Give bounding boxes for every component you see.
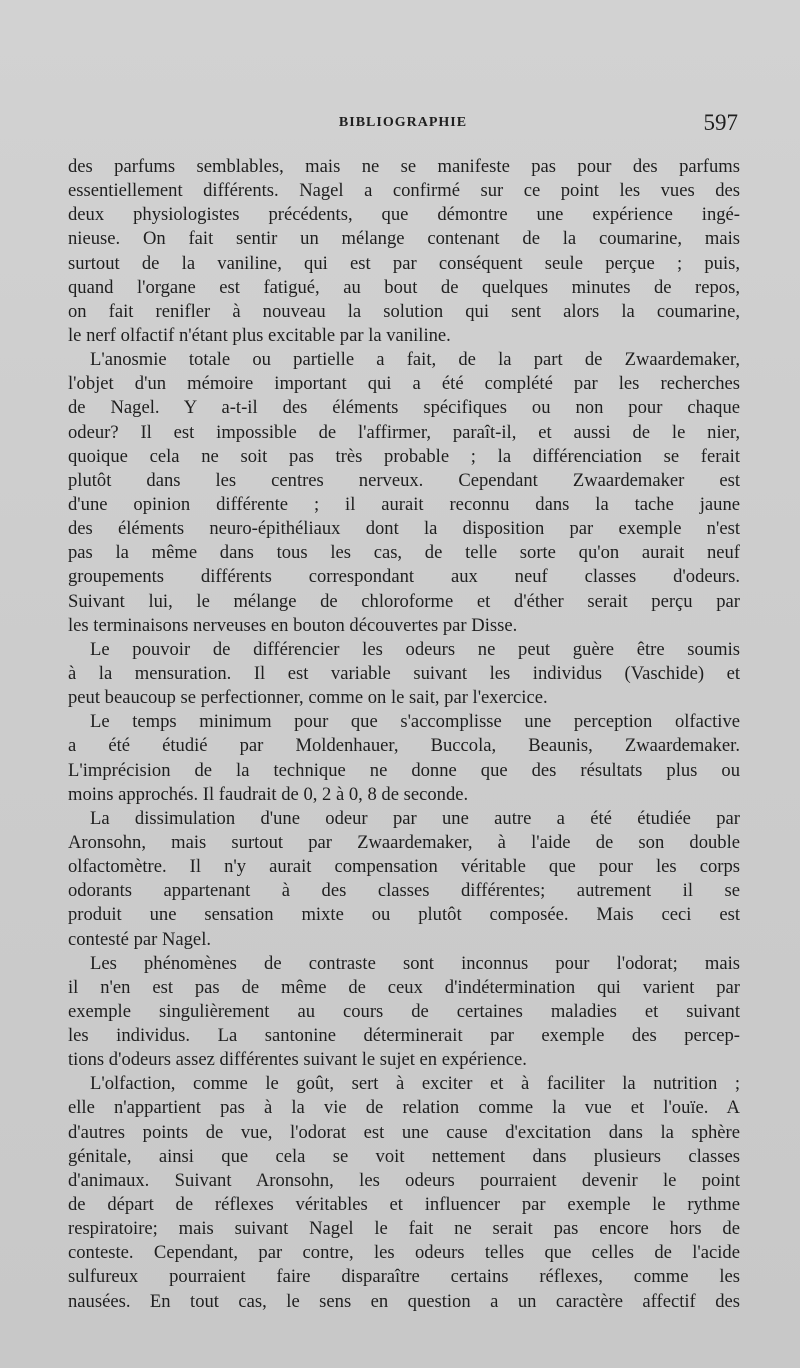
text-line: Les phénomènes de contraste sont inconnus pour l'odorat; mais [90,952,740,974]
text-line: odeur? Il est impossible de l'affirmer, paraît-il, et aussi de le nier, [68,421,740,443]
text-line: respiratoire; mais suivant Nagel le fait ne serait pas encore hors de [68,1218,740,1240]
text-line: surtout de la vaniline, qui est par conséquent seule perçue ; puis, [68,252,740,274]
text-line: quand l'organe est fatigué, au bout de quelques minutes de repos, [68,276,740,298]
text-line: a été étudié par Moldenhauer, Buccola, Beaunis, Zwaardemaker. [68,735,740,757]
text-line: quoique cela ne soit pas très probable ; la différenciation se ferait [68,445,740,467]
running-head: BIBLIOGRAPHIE [338,115,468,130]
text-line: exemple singulièrement au cours de certaines maladies et suivant [68,1000,740,1022]
text-line: L'imprécision de la technique ne donne que des résultats plus ou [68,759,740,781]
text-line: contesté par Nagel. [68,928,212,950]
text-line: moins approchés. Il faudrait de 0, 2 à 0, 8 de seconde. [68,783,469,805]
text-line: L'anosmie totale ou partielle a fait, de la part de Zwaardemaker, [90,349,740,371]
text-line: l'objet d'un mémoire important qui a été complété par les recherches [68,373,740,395]
text-line: plutôt dans les centres nerveux. Cependant Zwaardemaker est [68,469,740,491]
text-line: des éléments neuro-épithéliaux dont la disposition par exemple n'est [68,518,740,540]
text-line: Suivant lui, le mélange de chloroforme et d'éther serait perçu par [68,590,740,612]
text-line: Le pouvoir de différencier les odeurs ne peut guère être soumis [90,638,740,660]
text-line: de Nagel. Y a-t-il des éléments spécifiques ou non pour chaque [68,397,740,419]
text-line: olfactomètre. Il n'y aurait compensation véritable que pour les corps [68,856,740,878]
page-header [68,110,738,140]
text-line: conteste. Cependant, par contre, les odeurs telles que celles de l'acide [68,1242,740,1264]
text-line: L'olfaction, comme le goût, sert à exciter et à faciliter la nutrition ; [90,1073,740,1095]
text-line: La dissimulation d'une odeur par une autre a été étudiée par [90,807,740,829]
text-line: nausées. En tout cas, le sens en question a un caractère affectif des [68,1290,740,1312]
text-line: elle n'appartient pas à la vie de relation comme la vue et l'ouïe. A [68,1097,740,1119]
text-line: des parfums semblables, mais ne se manifeste pas pour des parfums [68,156,740,177]
text-line: le nerf olfactif n'étant plus excitable par la vaniline. [68,324,451,346]
text-line: de départ de réflexes véritables et influencer par exemple le rythme [68,1194,740,1216]
text-line: les terminaisons nerveuses en bouton découvertes par Disse. [68,614,518,636]
text-line: les individus. La santonine déterminerait par exemple des percep- [68,1025,740,1047]
text-line: produit une sensation mixte ou plutôt composée. Mais ceci est [68,904,740,926]
text-line: d'animaux. Suivant Aronsohn, les odeurs pourraient devenir le point [68,1169,740,1191]
text-line: groupements différents correspondant aux neuf classes d'odeurs. [68,566,740,588]
text-line: odorants appartenant à des classes différentes; autrement il se [68,880,740,902]
text-line: pas la même dans tous les cas, de telle sorte qu'on aurait neuf [68,542,740,564]
text-line: il n'en est pas de même de ceux d'indétermination qui varient par [68,976,740,998]
text-line: Le temps minimum pour que s'accomplisse une perception olfactive [90,711,740,733]
text-line: on fait renifler à nouveau la solution qui sent alors la coumarine, [68,300,740,322]
text-line: à la mensuration. Il est variable suivant les individus (Vaschide) et [68,662,740,684]
text-line: d'une opinion différente ; il aurait reconnu dans la tache jaune [68,493,740,515]
text-line: nieuse. On fait sentir un mélange contenant de la coumarine, mais [68,228,740,250]
page-number: 597 [703,110,738,135]
text-line: sulfureux pourraient faire disparaître certains réflexes, comme les [68,1266,740,1288]
text-line: d'autres points de vue, l'odorat est une cause d'excitation dans la sphère [68,1121,740,1143]
text-line: tions d'odeurs assez différentes suivant le sujet en expérience. [68,1049,527,1071]
text-line: génitale, ainsi que cela se voit nettement dans plusieurs classes [68,1145,740,1167]
text-line: peut beaucoup se perfectionner, comme on le sait, par l'exercice. [68,687,548,709]
text-line: Aronsohn, mais surtout par Zwaardemaker, à l'aide de son double [68,831,740,853]
text-line: essentiellement différents. Nagel a confirmé sur ce point les vues des [68,180,740,202]
body-text [68,155,740,1314]
text-line: deux physiologistes précédents, que démontre une expérience ingé- [68,204,740,226]
